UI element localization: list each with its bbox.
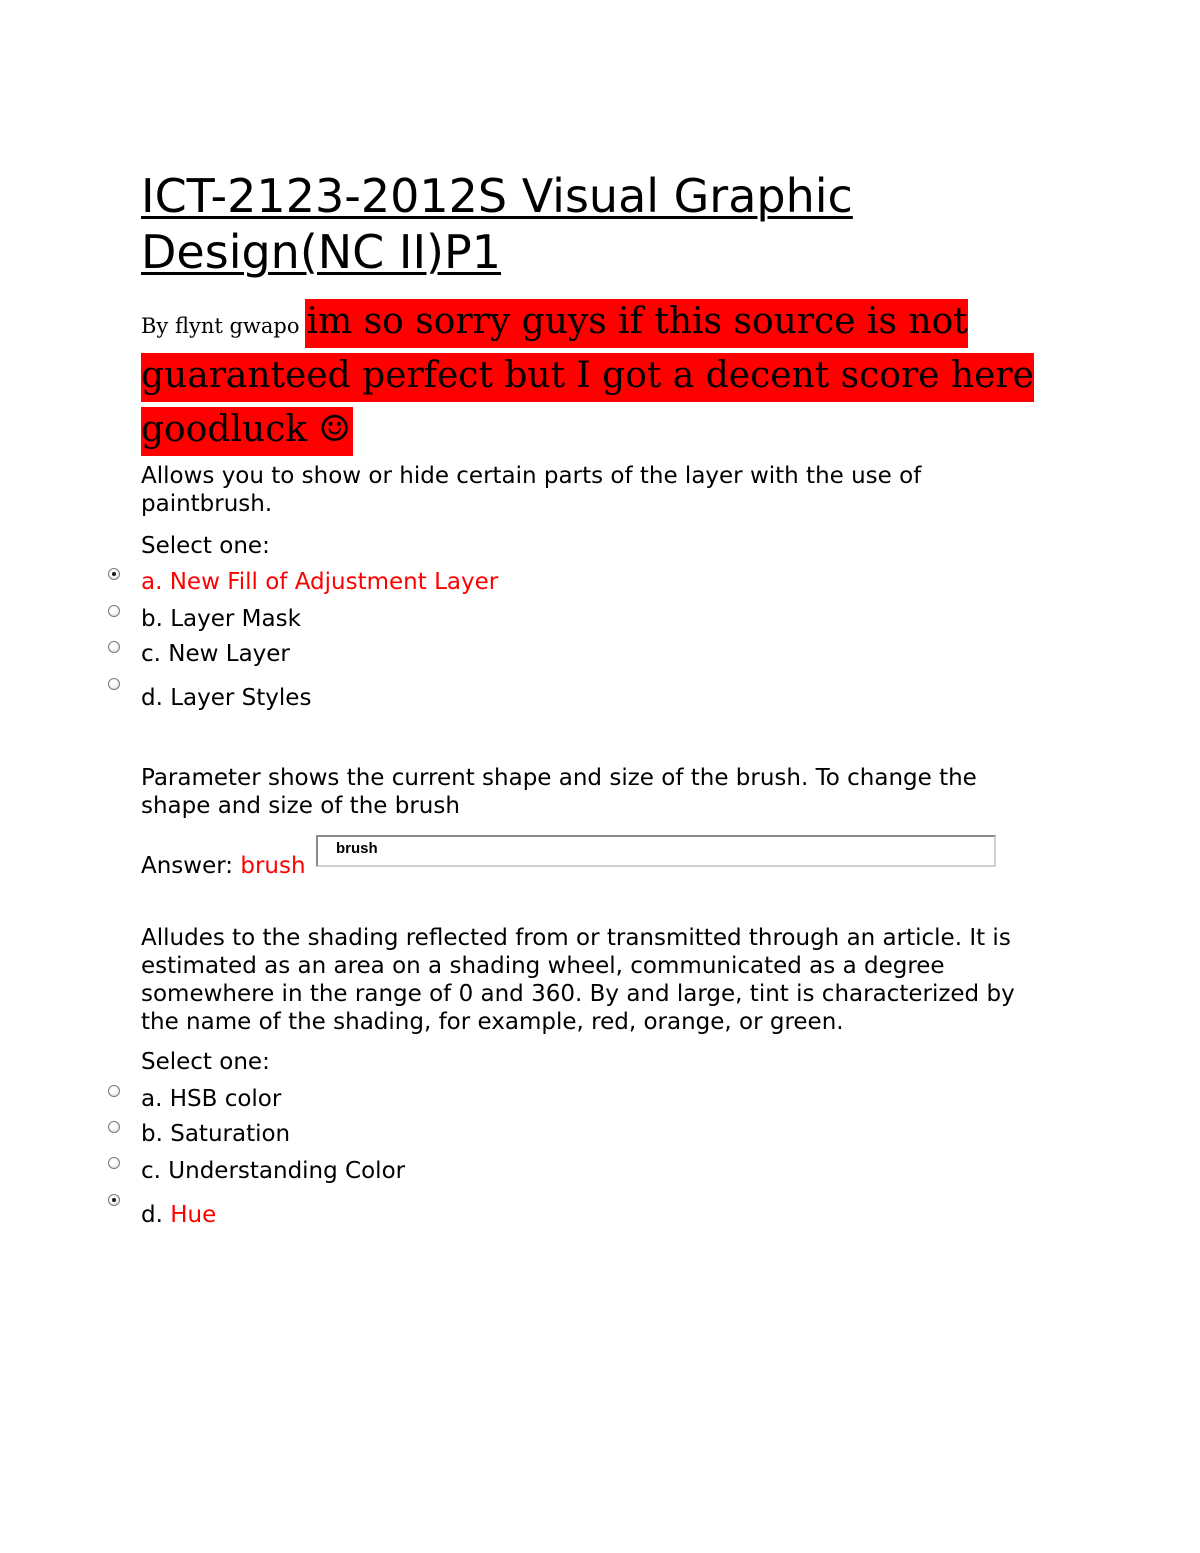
radio-selected-dot [112, 1198, 116, 1202]
option-letter: a. [141, 1086, 170, 1112]
question-3-option-a[interactable] [141, 1086, 281, 1112]
question-1-option-d-radio[interactable] [108, 678, 120, 690]
question-1-option-c[interactable] [141, 641, 290, 667]
question-3-select-label: Select one: [141, 1049, 270, 1075]
answer-input[interactable] [316, 835, 996, 867]
question-1-option-c-radio[interactable] [108, 641, 120, 653]
option-label: Hue [170, 1202, 217, 1228]
answer-input-value: brush [336, 840, 378, 857]
option-letter: d. [141, 1202, 171, 1228]
option-letter: a. [141, 569, 170, 595]
option-label: Saturation [170, 1121, 291, 1147]
question-3-option-c-radio[interactable] [108, 1157, 120, 1169]
question-1-option-a-radio[interactable] [108, 568, 120, 580]
question-3-option-a-radio[interactable] [108, 1085, 120, 1097]
option-label: Layer Mask [170, 606, 301, 632]
question-1-select-label: Select one: [141, 533, 270, 559]
highlighted-note: im so sorry guys if this source is not guaranteed perfect but I got a decent score here goodluck ☺ [141, 299, 1034, 456]
page-title: ICT-2123-2012S Visual Graphic Design(NC II)P1 [141, 169, 853, 279]
question-2-text: Parameter shows the current shape and size of the brush. To change the shape and size of the brush [141, 765, 977, 819]
option-letter: d. [141, 685, 171, 711]
author-name: By flynt gwapo [141, 314, 300, 338]
option-letter: c. [141, 641, 169, 667]
radio-selected-dot [112, 572, 116, 576]
answer-line [141, 853, 306, 879]
question-1-option-b-radio[interactable] [108, 605, 120, 617]
question-1-option-b[interactable] [141, 606, 301, 632]
question-1-option-d[interactable] [141, 685, 311, 711]
question-1-option-a[interactable] [141, 569, 498, 595]
question-3-text: Alludes to the shading reflected from or transmitted through an article. It is estimated as an area on a shading wheel, communicated as a degree somewhere in the range of 0 and 360. By and large, tint is characterized by the name of the shading, for example, red, orange, or green. [141, 925, 1015, 1035]
question-3-option-b[interactable] [141, 1121, 290, 1147]
question-1-text: Allows you to show or hide certain parts of the layer with the use of paintbrush. [141, 463, 922, 517]
author-line [141, 298, 1071, 460]
question-3-option-d-radio[interactable] [108, 1194, 120, 1206]
option-label: Layer Styles [170, 685, 312, 711]
question-3-option-d[interactable] [141, 1202, 216, 1228]
option-label: New Layer [168, 641, 290, 667]
answer-value: brush [240, 853, 306, 879]
answer-label: Answer: [141, 853, 241, 879]
question-3-option-b-radio[interactable] [108, 1121, 120, 1133]
option-label: HSB color [169, 1086, 282, 1112]
question-3-option-c[interactable] [141, 1158, 405, 1184]
option-label: Understanding Color [168, 1158, 406, 1184]
option-label: New Fill of Adjustment Layer [169, 569, 499, 595]
option-letter: c. [141, 1158, 169, 1184]
option-letter: b. [141, 1121, 171, 1147]
option-letter: b. [141, 606, 171, 632]
